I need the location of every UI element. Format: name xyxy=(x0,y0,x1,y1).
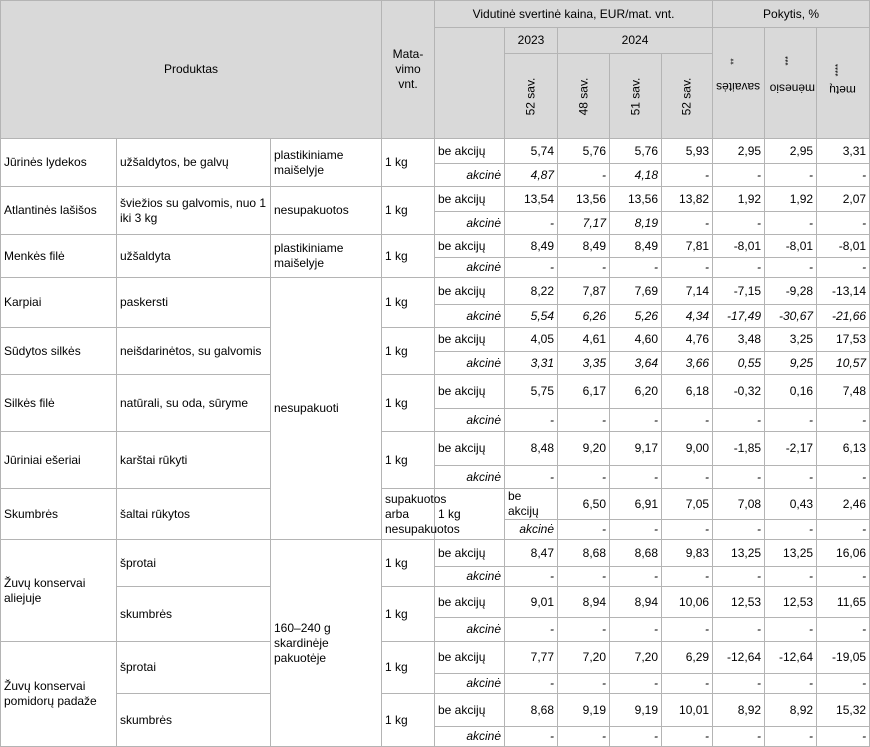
price-value-cell: 7,17 xyxy=(558,212,610,235)
price-type-label: be akcijų xyxy=(435,432,505,466)
price-value-cell: 5,93 xyxy=(662,139,713,164)
price-value-cell: 4,61 xyxy=(558,328,610,352)
price-value-cell: -0,32 xyxy=(713,375,765,409)
price-value-cell: 8,92 xyxy=(713,694,765,727)
price-value-cell: 7,87 xyxy=(558,278,610,305)
price-value-cell: - xyxy=(505,258,558,278)
price-value-cell: 8,49 xyxy=(610,235,662,258)
price-value-cell: - xyxy=(505,567,558,587)
price-type-label: be akcijų xyxy=(435,328,505,352)
product-unit: 1 kg xyxy=(382,328,435,375)
table-row xyxy=(1,489,870,520)
price-value-cell: -19,05 xyxy=(817,642,870,674)
price-type-label: be akcijų xyxy=(435,235,505,258)
price-value-cell: - xyxy=(610,466,662,489)
price-value-cell: - xyxy=(558,567,610,587)
price-value-cell: 5,76 xyxy=(610,139,662,164)
price-value-cell: 0,43 xyxy=(765,489,817,520)
price-group-header: Vidutinė svertinė kaina, EUR/mat. vnt. xyxy=(435,1,713,28)
price-type-label: akcinė xyxy=(435,164,505,187)
price-value-cell: 7,14 xyxy=(662,278,713,305)
price-value-cell: 8,48 xyxy=(505,432,558,466)
product-unit: 1 kg xyxy=(435,489,505,540)
change-week-header: savaitės** xyxy=(713,28,765,139)
price-value-cell: 5,76 xyxy=(558,139,610,164)
price-value-cell: 6,91 xyxy=(610,489,662,520)
product-packaging: 160–240 g skardinėje pakuotėje xyxy=(271,540,382,747)
price-value-cell: - xyxy=(610,258,662,278)
price-value-cell: - xyxy=(817,409,870,432)
price-value-cell: - xyxy=(817,727,870,747)
price-value-cell: - xyxy=(662,520,713,540)
table-row xyxy=(1,587,870,618)
price-value-cell: 4,60 xyxy=(610,328,662,352)
price-value-cell: - xyxy=(558,409,610,432)
price-type-label: akcinė xyxy=(435,352,505,375)
price-value-cell: 4,87 xyxy=(505,164,558,187)
price-value-cell: 9,00 xyxy=(662,432,713,466)
price-value-cell: 10,01 xyxy=(662,694,713,727)
price-value-cell: 7,48 xyxy=(817,375,870,409)
price-value-cell: 3,64 xyxy=(610,352,662,375)
price-value-cell: 3,25 xyxy=(765,328,817,352)
price-value-cell: 9,20 xyxy=(558,432,610,466)
price-type-label: akcinė xyxy=(435,305,505,328)
price-value-cell: 13,25 xyxy=(765,540,817,567)
price-value-cell: 8,49 xyxy=(505,235,558,258)
price-value-cell: - xyxy=(505,466,558,489)
price-value-cell: 9,83 xyxy=(662,540,713,567)
price-value-cell: 6,20 xyxy=(610,375,662,409)
price-value-cell: 2,07 xyxy=(817,187,870,212)
price-value-cell: -21,66 xyxy=(817,305,870,328)
price-value-cell: - xyxy=(610,409,662,432)
product-packaging: nesupakuoti xyxy=(271,278,382,540)
price-value-cell: -12,64 xyxy=(713,642,765,674)
price-value-cell: - xyxy=(817,674,870,694)
price-value-cell: -8,01 xyxy=(765,235,817,258)
table-row xyxy=(1,278,870,305)
price-value-cell: -30,67 xyxy=(765,305,817,328)
year-2024-header: 2024 xyxy=(558,28,713,54)
product-name: Karpiai xyxy=(1,278,117,328)
price-type-label: be akcijų xyxy=(435,278,505,305)
table-row xyxy=(1,235,870,258)
price-value-cell: - xyxy=(662,212,713,235)
change-year-header: metų**** xyxy=(817,28,870,139)
price-value-cell: 3,66 xyxy=(662,352,713,375)
price-value-cell: - xyxy=(505,409,558,432)
price-value-cell: - xyxy=(713,258,765,278)
price-value-cell: 11,65 xyxy=(817,587,870,618)
price-type-label: be akcijų xyxy=(435,540,505,567)
price-type-label: akcinė xyxy=(435,466,505,489)
price-value-cell: 6,29 xyxy=(662,642,713,674)
price-value-cell: - xyxy=(558,674,610,694)
price-value-cell: - xyxy=(817,212,870,235)
price-value-cell: 3,48 xyxy=(713,328,765,352)
product-name: Jūriniai ešeriai xyxy=(1,432,117,489)
product-name: Jūrinės lydekos xyxy=(1,139,117,187)
price-type-header xyxy=(435,28,505,139)
product-unit: 1 kg xyxy=(382,540,435,587)
price-value-cell: 8,49 xyxy=(558,235,610,258)
price-type-label: be akcijų xyxy=(435,187,505,212)
price-value-cell: - xyxy=(505,618,558,642)
price-value-cell: 8,19 xyxy=(610,212,662,235)
price-value-cell: 6,17 xyxy=(558,375,610,409)
price-value-cell: 8,94 xyxy=(610,587,662,618)
table-row xyxy=(1,694,870,727)
product-name: Žuvų konservai aliejuje xyxy=(1,540,117,642)
price-value-cell: 12,53 xyxy=(765,587,817,618)
price-value-cell: 3,31 xyxy=(817,139,870,164)
product-unit: 1 kg xyxy=(382,187,435,235)
price-value-cell: - xyxy=(662,409,713,432)
price-value-cell: - xyxy=(662,466,713,489)
price-value-cell: 9,25 xyxy=(765,352,817,375)
price-value-cell: - xyxy=(765,409,817,432)
price-value-cell: - xyxy=(765,212,817,235)
price-value-cell: 8,47 xyxy=(505,540,558,567)
price-value-cell: 8,68 xyxy=(558,540,610,567)
price-value-cell: - xyxy=(662,727,713,747)
price-value-cell: - xyxy=(817,466,870,489)
price-value-cell: - xyxy=(558,618,610,642)
price-value-cell: 6,13 xyxy=(817,432,870,466)
price-type-label: akcinė xyxy=(435,567,505,587)
price-value-cell: -9,28 xyxy=(765,278,817,305)
price-value-cell: - xyxy=(713,567,765,587)
price-value-cell: -8,01 xyxy=(713,235,765,258)
price-value-cell: - xyxy=(610,618,662,642)
week-52-2024-header: 52 sav. xyxy=(662,54,713,139)
product-description: paskersti xyxy=(117,278,271,328)
price-value-cell: - xyxy=(713,674,765,694)
price-value-cell: - xyxy=(662,164,713,187)
price-value-cell: -12,64 xyxy=(765,642,817,674)
product-description: šprotai xyxy=(117,642,271,694)
price-value-cell: - xyxy=(713,212,765,235)
product-unit: 1 kg xyxy=(382,375,435,432)
price-value-cell: 7,81 xyxy=(662,235,713,258)
price-value-cell: - xyxy=(713,466,765,489)
product-description: užšaldyta xyxy=(117,235,271,278)
price-value-cell: - xyxy=(765,466,817,489)
price-value-cell: 16,06 xyxy=(817,540,870,567)
product-packaging: plastikiniame maišelyje xyxy=(271,139,382,187)
price-type-label: akcinė xyxy=(505,520,558,540)
price-value-cell: - xyxy=(713,520,765,540)
price-value-cell: - xyxy=(817,567,870,587)
price-value-cell: 8,92 xyxy=(765,694,817,727)
price-value-cell: - xyxy=(713,164,765,187)
product-packaging: nesupakuotos xyxy=(271,187,382,235)
price-value-cell: - xyxy=(558,727,610,747)
price-value-cell: 13,25 xyxy=(713,540,765,567)
price-value-cell: 7,69 xyxy=(610,278,662,305)
price-value-cell: 9,01 xyxy=(505,587,558,618)
change-month-header: mėnesio*** xyxy=(765,28,817,139)
price-value-cell: - xyxy=(765,727,817,747)
price-value-cell: 8,68 xyxy=(505,694,558,727)
price-value-cell: - xyxy=(713,618,765,642)
product-name: Sūdytos silkės xyxy=(1,328,117,375)
price-value-cell: 5,74 xyxy=(505,139,558,164)
price-value-cell: 6,50 xyxy=(558,489,610,520)
price-value-cell: 17,53 xyxy=(817,328,870,352)
product-description: šaltai rūkytos xyxy=(117,489,271,540)
week-52-2023-header: 52 sav. xyxy=(505,54,558,139)
price-value-cell: - xyxy=(662,567,713,587)
table-row xyxy=(1,540,870,567)
price-value-cell: 7,05 xyxy=(662,489,713,520)
product-name: Atlantinės lašišos xyxy=(1,187,117,235)
price-value-cell: - xyxy=(610,674,662,694)
product-packaging: supakuotos arba nesupakuotos xyxy=(382,489,435,540)
price-value-cell: -13,14 xyxy=(817,278,870,305)
price-value-cell: 5,75 xyxy=(505,375,558,409)
price-value-cell: 13,56 xyxy=(610,187,662,212)
price-value-cell: 13,56 xyxy=(558,187,610,212)
price-value-cell: 5,54 xyxy=(505,305,558,328)
price-value-cell: -2,17 xyxy=(765,432,817,466)
price-type-label: akcinė xyxy=(435,674,505,694)
price-value-cell: 2,95 xyxy=(765,139,817,164)
price-value-cell: - xyxy=(765,258,817,278)
product-name: Skumbrės xyxy=(1,489,117,540)
price-value-cell: 7,77 xyxy=(505,642,558,674)
price-value-cell: - xyxy=(713,727,765,747)
price-type-label: akcinė xyxy=(435,258,505,278)
week-51-header: 51 sav. xyxy=(610,54,662,139)
price-value-cell: - xyxy=(817,618,870,642)
price-value-cell: 2,95 xyxy=(713,139,765,164)
price-value-cell: - xyxy=(817,520,870,540)
price-value-cell: 8,22 xyxy=(505,278,558,305)
product-description: skumbrės xyxy=(117,694,271,747)
price-type-label: be akcijų xyxy=(435,139,505,164)
price-value-cell: 8,94 xyxy=(558,587,610,618)
product-unit: 1 kg xyxy=(382,642,435,694)
price-value-cell: - xyxy=(765,618,817,642)
table-row xyxy=(1,139,870,164)
price-value-cell: 10,06 xyxy=(662,587,713,618)
product-name: Silkės filė xyxy=(1,375,117,432)
product-packaging: plastikiniame maišelyje xyxy=(271,235,382,278)
price-value-cell: 4,76 xyxy=(662,328,713,352)
price-value-cell: - xyxy=(662,618,713,642)
price-value-cell: -1,85 xyxy=(713,432,765,466)
product-unit: 1 kg xyxy=(382,587,435,642)
product-description: šviežios su galvomis, nuo 1 iki 3 kg xyxy=(117,187,271,235)
price-value-cell: - xyxy=(765,674,817,694)
price-value-cell: 0,55 xyxy=(713,352,765,375)
product-description: karštai rūkyti xyxy=(117,432,271,489)
price-value-cell: 5,26 xyxy=(610,305,662,328)
price-value-cell: 12,53 xyxy=(713,587,765,618)
table-row xyxy=(1,328,870,352)
price-value-cell: - xyxy=(610,520,662,540)
price-value-cell: 0,16 xyxy=(765,375,817,409)
price-value-cell: 9,17 xyxy=(610,432,662,466)
price-value-cell: - xyxy=(817,164,870,187)
product-description: natūrali, su oda, sūryme xyxy=(117,375,271,432)
table-row xyxy=(1,187,870,212)
price-value-cell: 10,57 xyxy=(817,352,870,375)
price-type-label: be akcijų xyxy=(435,375,505,409)
price-value-cell: - xyxy=(558,258,610,278)
price-value-cell: 8,68 xyxy=(610,540,662,567)
price-value-cell: 9,19 xyxy=(558,694,610,727)
price-value-cell: - xyxy=(765,164,817,187)
product-description: užšaldytos, be galvų xyxy=(117,139,271,187)
year-2023-header: 2023 xyxy=(505,28,558,54)
price-value-cell: 13,54 xyxy=(505,187,558,212)
price-value-cell: 7,20 xyxy=(558,642,610,674)
price-value-cell: - xyxy=(558,466,610,489)
price-value-cell: 1,92 xyxy=(765,187,817,212)
product-description: skumbrės xyxy=(117,587,271,642)
price-value-cell: - xyxy=(662,674,713,694)
price-value-cell: 9,19 xyxy=(610,694,662,727)
product-name: Menkės filė xyxy=(1,235,117,278)
product-name: Žuvų konservai pomidorų padaže xyxy=(1,642,117,747)
price-value-cell: -17,49 xyxy=(713,305,765,328)
price-value-cell: - xyxy=(558,164,610,187)
price-type-label: be akcijų xyxy=(435,587,505,618)
price-value-cell: 7,08 xyxy=(713,489,765,520)
price-type-label: akcinė xyxy=(435,618,505,642)
price-value-cell: - xyxy=(558,520,610,540)
price-value-cell: 13,82 xyxy=(662,187,713,212)
price-value-cell: - xyxy=(610,727,662,747)
price-type-label: akcinė xyxy=(435,409,505,432)
price-value-cell: - xyxy=(817,258,870,278)
table-row xyxy=(1,432,870,466)
product-unit: 1 kg xyxy=(382,432,435,489)
price-value-cell: - xyxy=(505,674,558,694)
price-value-cell: -8,01 xyxy=(817,235,870,258)
price-value-cell: 7,20 xyxy=(610,642,662,674)
price-value-cell: 1,92 xyxy=(713,187,765,212)
price-value-cell: - xyxy=(505,727,558,747)
price-value-cell: - xyxy=(662,258,713,278)
table-row xyxy=(1,642,870,674)
price-value-cell: -7,15 xyxy=(713,278,765,305)
price-value-cell: - xyxy=(765,567,817,587)
product-unit: 1 kg xyxy=(382,139,435,187)
price-value-cell: 6,26 xyxy=(558,305,610,328)
table-row xyxy=(1,375,870,409)
price-value-cell: - xyxy=(713,409,765,432)
product-unit: 1 kg xyxy=(382,235,435,278)
change-group-header: Pokytis, % xyxy=(713,1,870,28)
price-value-cell: 6,18 xyxy=(662,375,713,409)
price-value-cell: - xyxy=(610,567,662,587)
price-value-cell: 3,31 xyxy=(505,352,558,375)
unit-header: Mata- vimo vnt. xyxy=(382,1,435,139)
price-type-label: be akcijų xyxy=(435,694,505,727)
price-value-cell: 4,18 xyxy=(610,164,662,187)
product-description: šprotai xyxy=(117,540,271,587)
price-value-cell: 4,05 xyxy=(505,328,558,352)
price-value-cell: 15,32 xyxy=(817,694,870,727)
price-value-cell: 3,35 xyxy=(558,352,610,375)
price-type-label: akcinė xyxy=(435,727,505,747)
price-value-cell: - xyxy=(765,520,817,540)
price-value-cell: 2,46 xyxy=(817,489,870,520)
product-unit: 1 kg xyxy=(382,278,435,328)
price-value-cell: - xyxy=(505,212,558,235)
product-unit: 1 kg xyxy=(382,694,435,747)
price-type-label: be akcijų xyxy=(435,642,505,674)
product-header: Produktas xyxy=(1,1,382,139)
product-description: neišdarinėtos, su galvomis xyxy=(117,328,271,375)
week-48-header: 48 sav. xyxy=(558,54,610,139)
price-type-label: be akcijų xyxy=(505,489,558,520)
price-value-cell: 4,34 xyxy=(662,305,713,328)
price-type-label: akcinė xyxy=(435,212,505,235)
